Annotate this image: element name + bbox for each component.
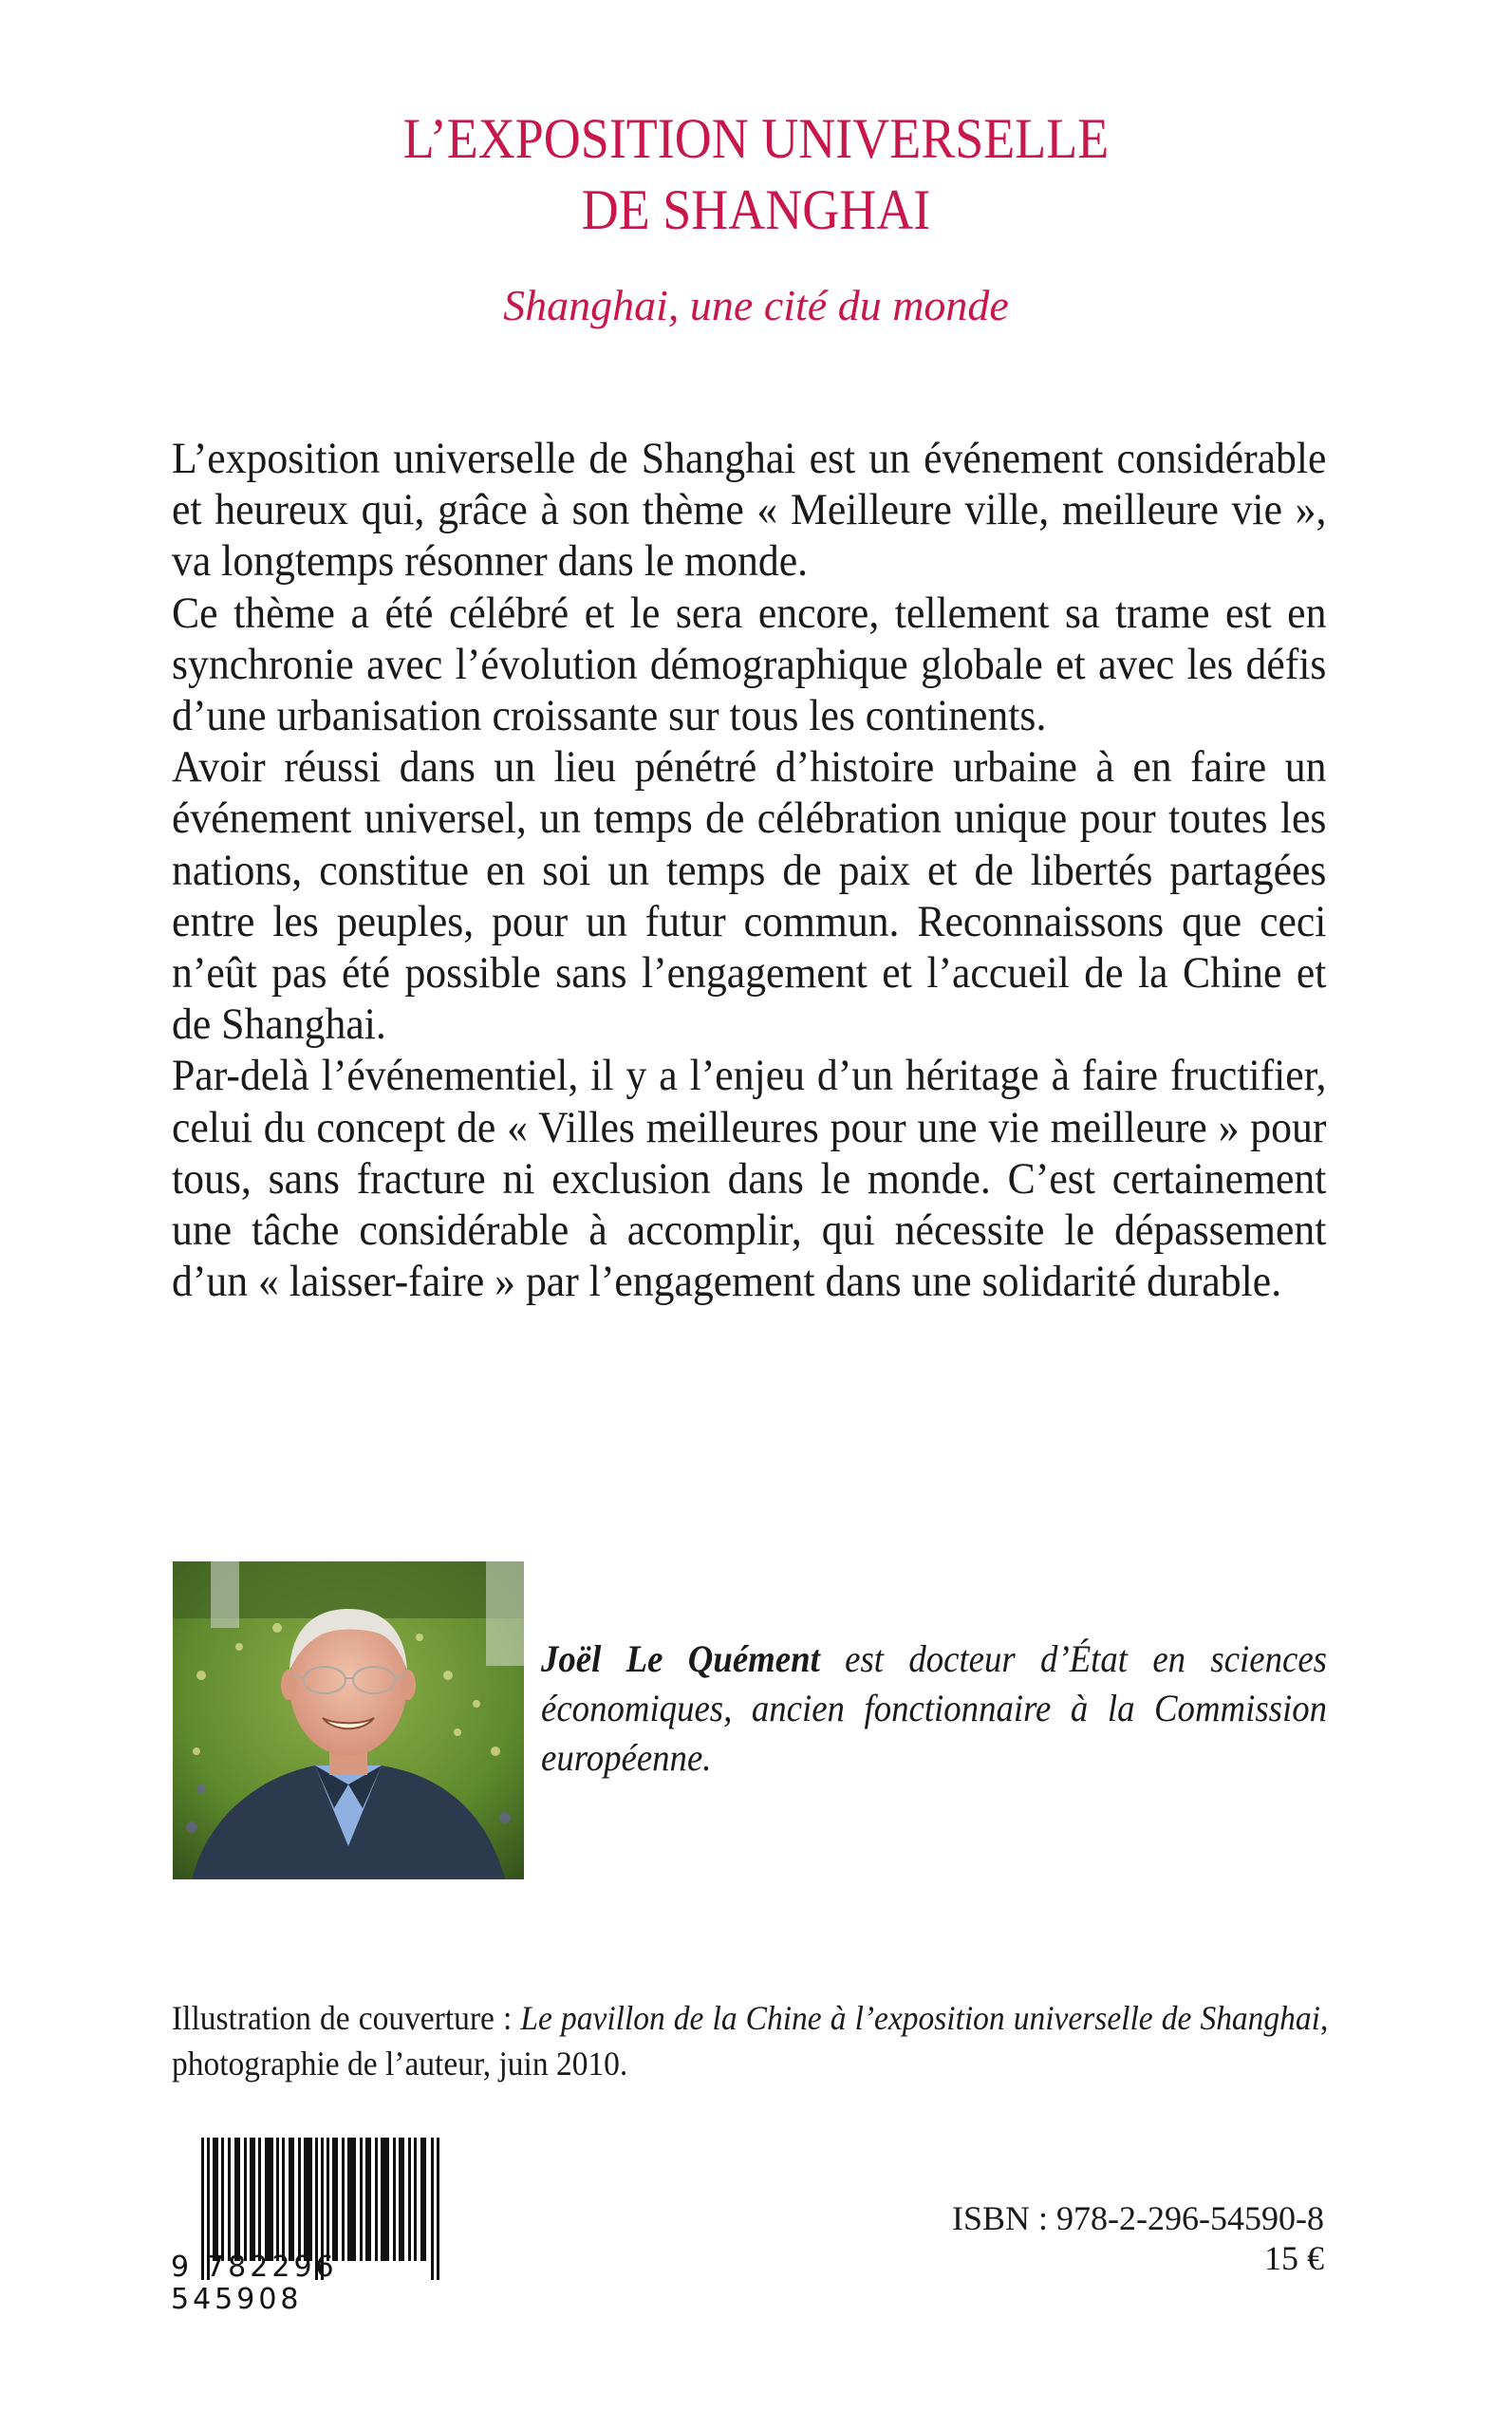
barcode-group-2: 545908 xyxy=(171,2283,303,2316)
blurb-paragraph: Avoir réussi dans un lieu pénétré d’histoire urbaine à en faire un événement universel, un temps de célébration unique pour toutes les nations, constitue en soi un temps de paix et de libertés partagées entre les peuples, pour un futur commun. Reconnaissons que ceci n’eût pas été possible sans l’engagement et l’accueil de la Chine et de Shanghai. xyxy=(172,742,1327,1050)
author-bio xyxy=(541,1635,1327,1783)
price: 15 € xyxy=(1264,2239,1324,2277)
credit-work-title: Le pavillon de la Chine à l’exposition universelle de Shanghai xyxy=(520,1999,1320,2037)
blurb-paragraph: Par-delà l’événementiel, il y a l’enjeu d’un héritage à faire fructifier, celui du concept de « Villes meilleures pour une vie meilleure » pour tous, sans fracture ni exclusion dans le monde. C’est certainement une tâche considérable à accomplir, qui nécessite le dépassement d’un « laisser-faire » par l’engagement dans une solidarité durable. xyxy=(172,1051,1327,1307)
credit-details: , photographie de l’auteur, juin 2010. xyxy=(172,1999,1329,2083)
author-name: Joël Le Quément xyxy=(541,1637,820,1680)
author-photo xyxy=(173,1561,524,1879)
book-title-line-2: DE SHANGHAI xyxy=(581,178,931,241)
barcode-digits xyxy=(171,2251,446,2316)
isbn-number: ISBN : 978-2-296-54590-8 xyxy=(952,2199,1324,2237)
cover-illustration-credit xyxy=(172,1995,1328,2086)
book-title-line-1: L’EXPOSITION UNIVERSELLE xyxy=(402,107,1110,170)
barcode-lead-digit: 9 xyxy=(171,2251,194,2284)
blurb-paragraph: L’exposition universelle de Shanghai est un événement considérable et heureux qui, grâce à son thème « Meilleure ville, meilleure vie », va longtemps résonner dans le monde. xyxy=(172,434,1327,587)
author-bio-text: est docteur d’État en sciences économiques, ancien fonctionnaire à la Commission européenne. xyxy=(541,1637,1327,1779)
back-cover-blurb xyxy=(172,433,1326,1307)
credit-label: Illustration de couverture : xyxy=(172,1999,521,2037)
blurb-paragraph: Ce thème a été célébré et le sera encore, tellement sa trame est en synchronie avec l’évolution démographique globale et avec les défis d’une urbanisation croissante sur tous les continents. xyxy=(172,588,1327,741)
book-subtitle: Shanghai, une cité du monde xyxy=(503,281,1009,329)
barcode-group-1: 782296 xyxy=(206,2251,338,2284)
